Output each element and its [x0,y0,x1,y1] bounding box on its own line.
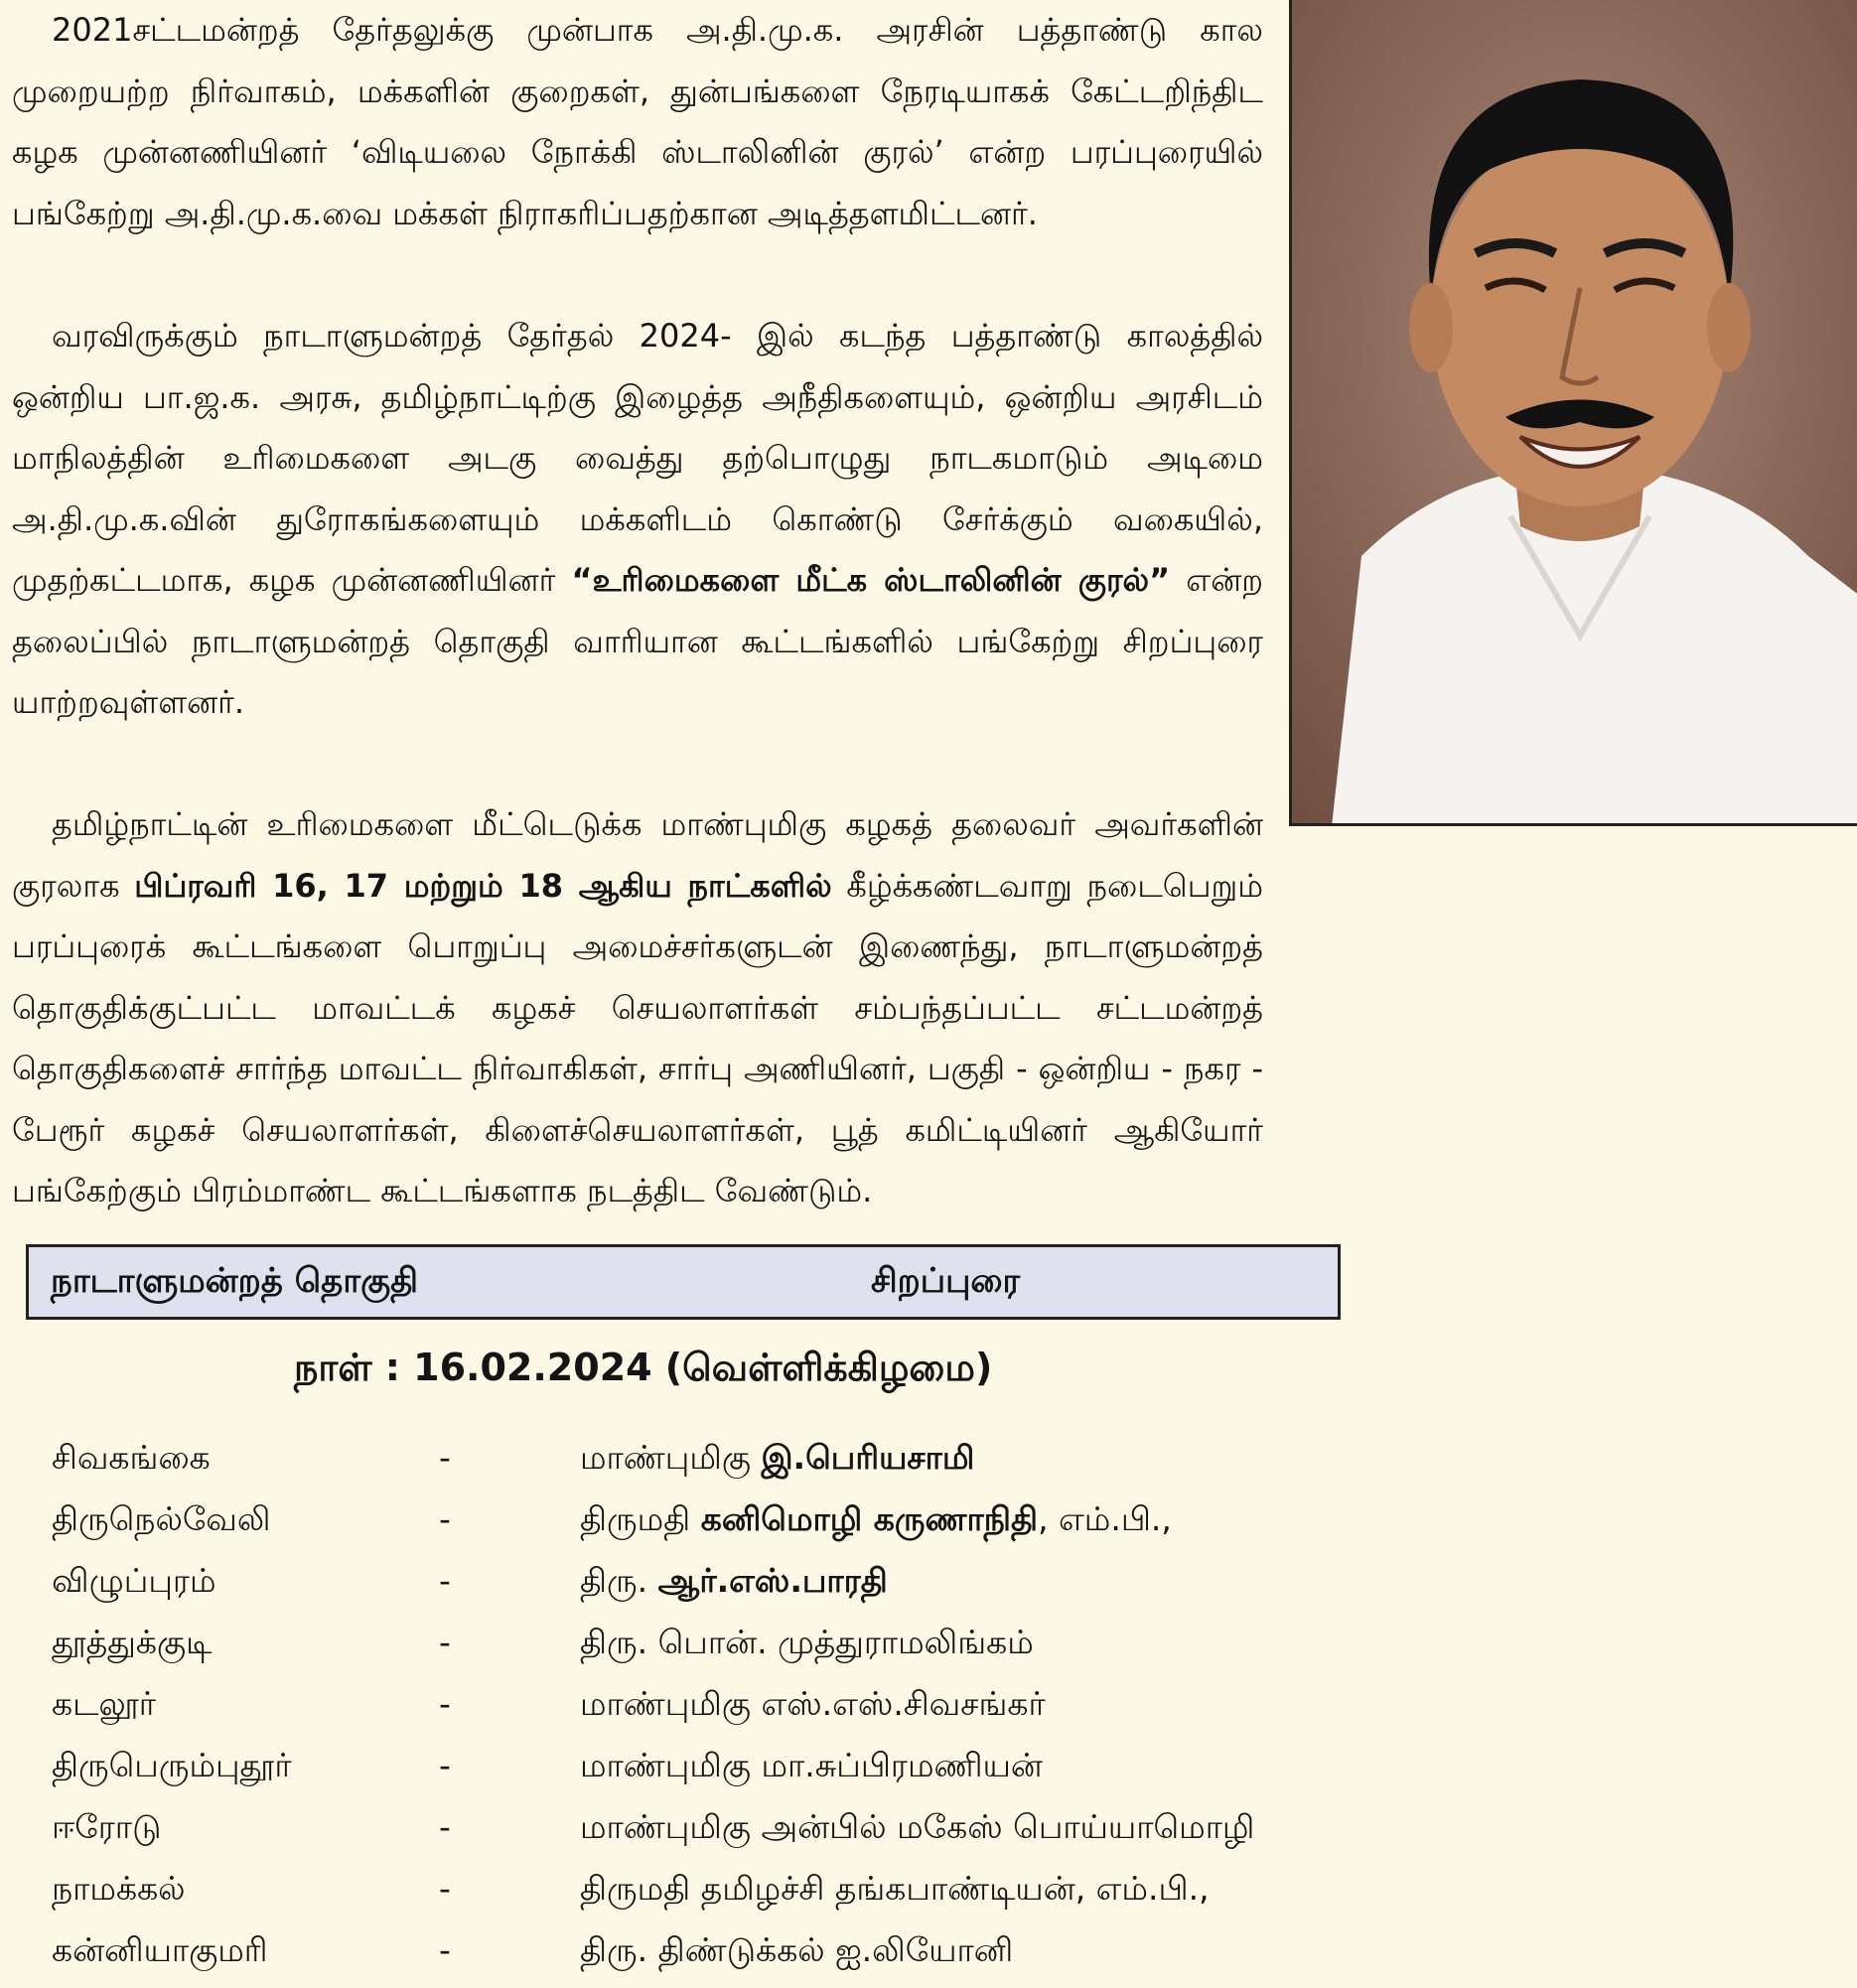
speaker-prefix: திரு. [580,1561,658,1600]
paragraph-3-text-b: கீழ்க்கண்டவாறு நடைபெறும் பரப்புரைக் கூட்டங்களை பொறுப்பு அமைச்சர்களுடன் இணைந்து, நாடாளுமன்றத் தொகுதிக்குட்பட்ட மாவட்டக் கழகச் செயலாளர்கள் சம்பந்தப்பட்ட சட்டமன்றத் தொகுதிகளைச் சார்ந்த மாவட்ட நிர்வாகிகள், சார்பு அணியினர், பகுதி - ஒன்றிய - நகர - பேரூர் கழகச் செயலாளர்கள், கிளைச்செயலாளர்கள், பூத் கமிட்டியினர் ஆகியோர் பங்கேற்கும் பிரம்மாண்ட கூட்டங்களாக நடத்திட வேண்டும். [12,866,1264,1209]
speaker-name [580,1930,1013,1974]
constituency-name: கன்னியாகுமரி [52,1930,268,1969]
table-row [0,1553,1857,1615]
paragraph-2-text-b: என்ற தலைப்பில் நாடாளுமன்றத் தொகுதி வாரியான கூட்டங்களில் பங்கேற்று சிறப்புரை யாற்றவுள்ளனர். [12,561,1264,721]
table-row [0,1430,1857,1491]
table-row [0,1861,1857,1922]
speaker-prefix: திருமதி [580,1499,701,1538]
campaign-dates: பிப்ரவரி 16, 17 மற்றும் 18 ஆகிய நாட்களில் [134,866,832,905]
table-row [0,1491,1857,1553]
row-dash: - [439,1930,451,1969]
constituency-name: திருநெல்வேலி [52,1499,271,1538]
constituency-name: திருபெரும்புதூர் [52,1746,292,1784]
campaign-title: “உரிமைகளை மீட்க ஸ்டாலினின் குரல்” [571,561,1171,599]
portrait-photo-icon [1292,0,1857,826]
column-header-speaker: சிறப்புரை [871,1261,1021,1301]
speaker-name-bold: ஆர்.எஸ்.பாரதி [657,1561,888,1600]
constituency-name: ஈரோடு [52,1807,162,1846]
portrait-photo [1289,0,1857,826]
speaker-prefix: மாண்புமிகு மா.சுப்பிரமணியன் [580,1746,1043,1784]
table-row [0,1676,1857,1738]
paragraph-2-text-a: வரவிருக்கும் நாடாளுமன்றத் தேர்தல் 2024- இல் கடந்த பத்தாண்டு காலத்தில் ஒன்றிய பா.ஜ.க. அரசு, தமிழ்நாட்டிற்கு இழைத்த அநீதிகளையும், ஒன்றிய அரசிடம் மாநிலத்தின் உரிமைகளை அடகு வைத்து தற்பொழுது நாடகமாடும் அடிமை அ.தி.மு.க.வின் துரோகங்களையும் மக்களிடம் கொண்டு சேர்க்கும் வகையில், முதற்கட்டமாக, கழக முன்னணியினர் [12,317,1263,599]
speaker-name [580,1499,1172,1543]
speaker-name-bold: கனிமொழி கருணாநிதி [700,1499,1039,1538]
speaker-prefix: திரு. திண்டுக்கல் ஐ.லியோனி [580,1930,1014,1969]
speaker-name [580,1807,1254,1851]
column-header-constituency: நாடாளுமன்றத் தொகுதி [51,1261,418,1301]
table-row [0,1738,1857,1799]
constituency-name: தூத்துக்குடி [52,1623,213,1661]
constituency-name: கடலூர் [52,1684,156,1723]
speaker-prefix: திரு. பொன். முத்துராமலிங்கம் [580,1623,1034,1661]
speaker-suffix: , எம்.பி., [1038,1499,1172,1538]
meeting-date: நாள் : 16.02.2024 (வெள்ளிக்கிழமை) [294,1346,993,1389]
row-dash: - [439,1807,451,1846]
row-dash: - [439,1438,451,1477]
constituency-name: நாமக்கல் [52,1869,186,1908]
speaker-name [580,1869,1210,1913]
table-row [0,1615,1857,1676]
speaker-name [580,1746,1043,1789]
speaker-prefix: மாண்புமிகு அன்பில் மகேஸ் பொய்யாமொழி [580,1807,1255,1846]
row-dash: - [439,1684,451,1723]
row-dash: - [439,1869,451,1908]
intro-paragraph-2 [12,306,1263,734]
speaker-name [580,1684,1046,1728]
table-row [0,1799,1857,1861]
speaker-name [580,1561,888,1605]
constituency-name: சிவகங்கை [52,1438,211,1477]
constituency-name: விழுப்புரம் [52,1561,216,1600]
speaker-prefix: மாண்புமிகு எஸ்.எஸ்.சிவசங்கர் [580,1684,1046,1723]
row-dash: - [439,1623,451,1661]
row-dash: - [439,1561,451,1600]
speaker-prefix: மாண்புமிகு [580,1438,762,1477]
table-row [0,1922,1857,1984]
intro-paragraph-1: 2021சட்டமன்றத் தேர்தலுக்கு முன்பாக அ.தி.மு.க. அரசின் பத்தாண்டு கால முறையற்ற நிர்வாகம், மக்களின் குறைகள், துன்பங்களை நேரடியாகக் கேட்டறிந்திட கழக முன்னணியினர் ‘விடியலை நோக்கி ஸ்டாலினின் குரல்’ என்ற பரப்புரையில் பங்கேற்று அ.தி.மு.க.வை மக்கள் நிராகரிப்பதற்கான அடித்தளமிட்டனர். [12,11,1263,232]
paragraph-3-text-a: தமிழ்நாட்டின் உரிமைகளை மீட்டெடுக்க மாண்புமிகு கழகத் தலைவர் அவர்களின் குரலாக [12,805,1263,905]
row-dash: - [439,1499,451,1538]
intro-paragraph-3 [12,794,1263,1222]
speaker-name [580,1623,1034,1666]
row-dash: - [439,1746,451,1784]
speaker-name-bold: இ.பெரியசாமி [761,1438,975,1477]
table-header [26,1244,1341,1320]
speaker-name [580,1438,974,1482]
speaker-prefix: திருமதி தமிழச்சி தங்கபாண்டியன், எம்.பி., [580,1869,1210,1908]
